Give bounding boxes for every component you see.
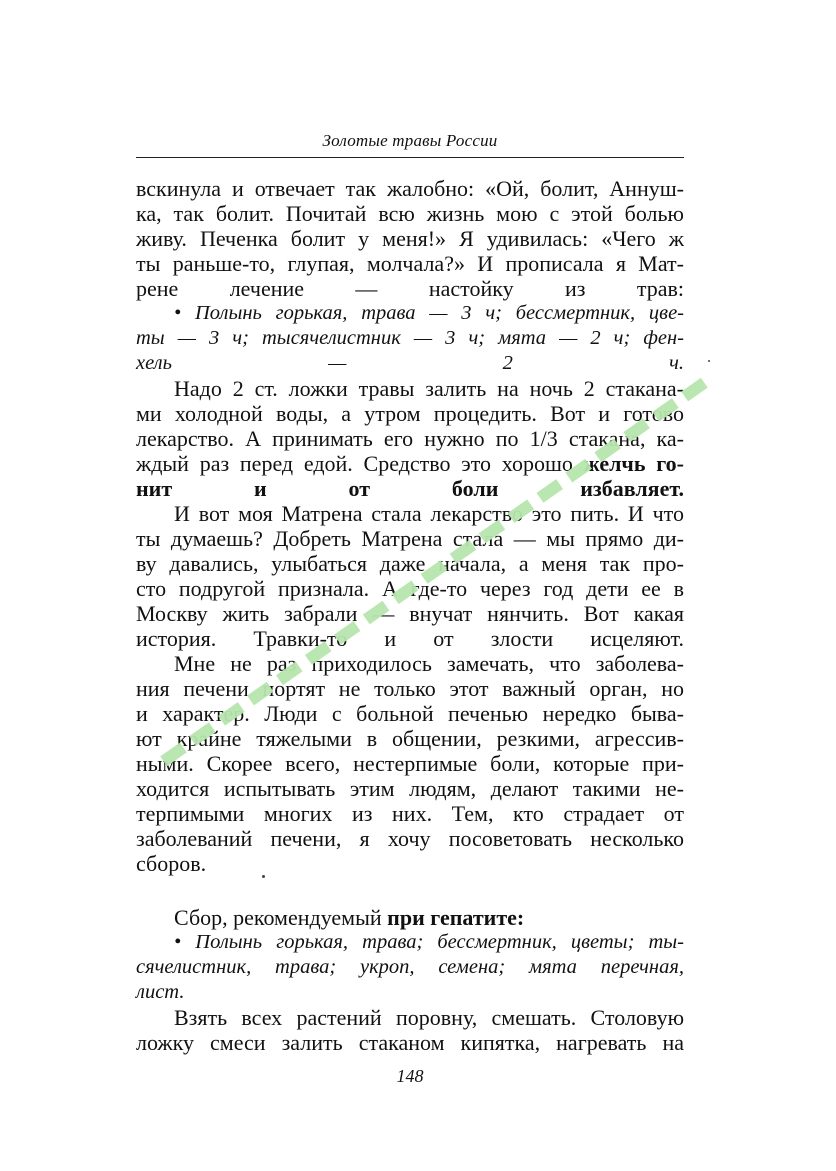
recipe-2 — [136, 930, 684, 1005]
p6-line: Взять всех растений поровну, смешать. Столовую — [174, 1005, 684, 1030]
p5-text: Сбор, рекомендуемый — [174, 905, 388, 930]
recipe1-line: • Полынь горькая, трава — 3 ч; бессмертник, цве- — [174, 302, 684, 324]
scan-speck — [708, 360, 710, 362]
page-body — [136, 176, 684, 1055]
p4-line: заболеваний печени, я хочу посоветовать несколько — [136, 826, 684, 851]
p4-line: терпимыми многих из них. Тем, кто страдает от — [136, 801, 684, 826]
recipe-1 — [136, 301, 684, 376]
p2-line: лекарство. А принимать его нужно по 1/3 стакана, ка- — [136, 426, 684, 451]
paragraph-6 — [136, 1005, 684, 1055]
p4-line: ния печени портят не только этот важный орган, но — [136, 676, 684, 701]
p2-bold-phrase: нит и от боли избавляет. — [136, 476, 684, 501]
p3-line: Москву жить забрали — внучат нянчить. Вот какая — [136, 601, 684, 626]
p5-bold-phrase: при гепатите: — [387, 905, 525, 930]
p2-line: Надо 2 ст. ложки травы залить на ночь 2 стакана- — [174, 376, 684, 401]
recipe2-line: лист. — [136, 981, 185, 1003]
p4-line: Мне не раз приходилось замечать, что заболева- — [174, 651, 684, 676]
p3-line: ву давались, улыбаться даже начала, а меня так про- — [136, 551, 684, 576]
p1-line: ты раньше-то, глупая, молчала?» И прописала я Мат- — [136, 251, 684, 276]
p6-line: ложку смеси залить стаканом кипятка, нагревать на — [136, 1030, 684, 1055]
scan-speck — [262, 875, 265, 878]
p1-line: вскинула и отвечает так жалобно: «Ой, болит, Аннуш- — [136, 176, 684, 201]
recipe1-line: хель — 2 ч. — [136, 352, 684, 374]
running-header: Золотые травы России — [322, 131, 498, 150]
p1-line: живу. Печенка болит у меня!» Я удивилась: «Чего ж — [136, 226, 684, 251]
paragraph-2 — [136, 376, 684, 501]
recipe2-line: • Полынь горькая, трава; бессмертник, цветы; ты- — [174, 931, 684, 953]
p1-line: рене лечение — настойку из трав: — [136, 276, 684, 301]
p4-line: сборов. — [136, 851, 207, 876]
header-rule — [136, 157, 684, 158]
p3-line: И вот моя Матрена стала лекарство это пить. И что — [174, 501, 684, 526]
p4-line: ют крайне тяжелыми в общении, резкими, агрессив- — [136, 726, 684, 751]
recipe2-line: сячелистник, трава; укроп, семена; мята перечная, — [136, 956, 684, 978]
paragraph-5 — [136, 905, 684, 930]
p2-bold-phrase: желчь го- — [583, 451, 684, 476]
paragraph-4 — [136, 651, 684, 876]
p4-line: ходится испытывать этим людям, делают такими не- — [136, 776, 684, 801]
paragraph-1 — [136, 176, 684, 301]
page-number: 148 — [396, 1066, 424, 1086]
recipe1-line: ты — 3 ч; тысячелистник — 3 ч; мята — 2 ч; фен- — [136, 327, 684, 349]
paragraph-3 — [136, 501, 684, 651]
p1-line: ка, так болит. Почитай всю жизнь мою с этой болью — [136, 201, 684, 226]
p2-line: ждый раз перед едой. Средство это хорошо — [136, 451, 584, 476]
p4-line: и характер. Люди с больной печенью нередко быва- — [136, 701, 684, 726]
p3-line: история. Травки-то и от злости исцеляют. — [136, 626, 684, 651]
p3-line: ты думаешь? Добреть Матрена стала — мы прямо ди- — [136, 526, 684, 551]
p2-line: ми холодной воды, а утром процедить. Вот и готово — [136, 401, 684, 426]
p4-line: ными. Скорее всего, нестерпимые боли, которые при- — [136, 751, 684, 776]
p3-line: сто подругой признала. А где-то через год дети ее в — [136, 576, 684, 601]
